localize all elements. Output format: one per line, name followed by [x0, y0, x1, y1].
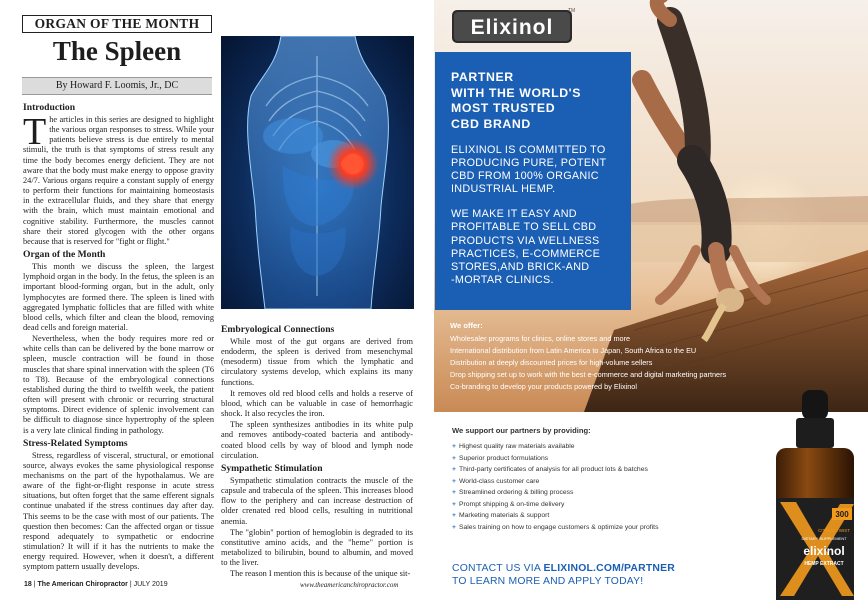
- support-item: [452, 499, 752, 511]
- support-item: [452, 522, 752, 534]
- support-item: [452, 510, 752, 522]
- support-item: [452, 464, 752, 476]
- offer-item: Co-branding to develop your products powered by Elixinol: [450, 382, 637, 391]
- embryo-paragraph-1: While most of the gut organs are derived from endoderm, the spleen is derived from mesenchymal (mesoderm) tissue from which the lymphatic and circulatory systems develop, which explains its many functions.: [221, 337, 413, 387]
- organ-paragraph-2: Nevertheless, when the body requires more red or white cells than can be delivered by the bone marrow or spleen, muscle contraction will be found in those muscles that share spinal innervation with the spleen (T6 to T8). Because of the embryological connections established during the third to twelfth week, the patient often will present with chronic or recurring structural symptoms. Direct evidence of splenic involvement can be difficult to diagnose since hypertrophy of the spleen is a very late clinical finding in pathology.: [23, 334, 214, 435]
- support-item-text: Superior product formulations: [458, 454, 549, 462]
- heading-introduction: Introduction: [23, 102, 76, 113]
- headline-panel: [435, 52, 631, 310]
- statement-line: PRACTICES, E-COMMERCE: [451, 247, 601, 260]
- headline-line: MOST TRUSTED: [451, 101, 556, 115]
- cta-prefix: CONTACT US VIA: [452, 563, 544, 574]
- byline: By Howard F. Loomis, Jr., DC: [22, 77, 212, 95]
- heading-embryological: Embryological Connections: [221, 324, 335, 335]
- plus-icon: +: [452, 500, 456, 508]
- cta-line-1: [452, 562, 675, 575]
- product-text: HEMP EXTRACT: [804, 561, 844, 567]
- call-to-action: [452, 562, 675, 588]
- symp-paragraph-3: The reason I mention this is because of the unique sit-: [230, 569, 411, 579]
- support-list: [452, 426, 752, 533]
- offer-item: Distribution at deeply discounted prices for high-volume sellers: [450, 358, 653, 367]
- support-item-text: Streamlined ordering & billing process: [458, 489, 574, 496]
- support-heading: We support our partners by providing:: [452, 426, 591, 435]
- organ-paragraph-1: This month we discuss the spleen, the largest lymphoid organ in the body. In the fetus, the spleen is an important blood-forming organ, but in the adult, only lymphocytes are formed there. The spleen is lined with aggregated lymphatic follicles that are filled with white blood cells, which filter and clean the blood, removing dead cells and foreign material.: [23, 262, 214, 332]
- symp-paragraph-1: Sympathetic stimulation contracts the muscle of the capsule and trabecula of the spleen. This increases blood flow to the periphery and can increase destruction of older crenated red blood cells, resulting in nutritional anemia.: [221, 475, 413, 526]
- yoga-photo: [434, 0, 868, 412]
- heading-organ-of-month: Organ of the Month: [23, 249, 106, 261]
- statement-line: WE MAKE IT EASY AND: [451, 208, 577, 221]
- footer-separator: |: [33, 581, 38, 588]
- support-item-text: Sales training on how to engage customers & optimize your profits: [458, 523, 659, 531]
- plus-icon: +: [452, 477, 456, 485]
- statement-line: CBD FROM 100% ORGANIC: [451, 170, 599, 183]
- support-item-text: Prompt shipping & on-time delivery: [458, 500, 565, 508]
- plus-icon: +: [452, 443, 456, 450]
- footer-separator: |: [129, 581, 134, 588]
- statement-line: PRODUCTS VIA WELLNESS: [451, 234, 600, 247]
- logo-text: Elixinol: [470, 16, 554, 39]
- support-items: [452, 441, 752, 533]
- bottle-cap: [796, 418, 834, 448]
- support-item: [452, 441, 752, 453]
- support-item-text: Highest quality raw materials available: [458, 443, 575, 450]
- offer-item: Wholesaler programs for clinics, online stores and more: [450, 334, 631, 343]
- drop-cap: T: [23, 111, 47, 153]
- statement-line: -MORTAR CLINICS.: [451, 273, 554, 286]
- statement-line: ELIXINOL IS COMMITTED TO: [451, 144, 606, 156]
- support-item-text: Marketing materials & support: [458, 512, 550, 519]
- support-item-text: World-class customer care: [458, 477, 540, 485]
- bottle-brand-text: elixinol: [803, 544, 845, 558]
- headline: [451, 70, 619, 132]
- statement-commitment: [451, 144, 619, 196]
- page-footer: [24, 581, 168, 588]
- support-item-text: Third-party certificates of analysis for all product lots & batches: [458, 466, 648, 473]
- symp-paragraph-2: The "globin" portion of hemoglobin is degraded to its constitutive amino acids, and the "heme" portion is metabolized to bilirubin, bound to albumin, and moved to the liver.: [221, 527, 413, 568]
- plus-icon: +: [452, 512, 456, 519]
- article-column-1: [23, 100, 214, 574]
- headline-line: WITH THE WORLD'S: [451, 85, 582, 100]
- stress-paragraph: Stress, regardless of visceral, structural, or emotional source, always evokes the same physiological response mechanisms on the part of the hypothalamus. We are aware of the fight-or-flight response in acute stress situations, but often forget that the same efferent signals continue unabated if the stress continues day after day. This seems to be the case with most of our patients. The question then becomes: Can the affected organ or tissue respond adequately to sympathetic or endocrine stimulation? It will if it has the nutrients to make the energy required. However, when it doesn't, a different symptom pattern usually develops.: [23, 450, 214, 572]
- article-column-2: [221, 322, 413, 580]
- plus-icon: +: [452, 454, 456, 462]
- elixinol-logo: [452, 10, 572, 43]
- issue-date: JULY 2019: [133, 581, 168, 588]
- anatomy-figure: [221, 36, 414, 309]
- trademark-mark: TM: [568, 8, 576, 14]
- embryo-paragraph-3: The spleen synthesizes antibodies in its white pulp and removes antibody-coated bacteria and antibody-coated blood cells by way of blood and lymph node circulation.: [221, 420, 413, 460]
- headline-line: PARTNER: [451, 70, 514, 84]
- magazine-name: The American Chiropractor: [37, 581, 128, 588]
- heading-stress-symptoms: Stress-Related Symptoms: [23, 437, 128, 449]
- partner-link[interactable]: ELIXINOL.COM/PARTNER: [543, 563, 675, 574]
- product-bottle-image: [770, 390, 860, 600]
- statement-easy-profitable: [451, 208, 619, 287]
- plus-icon: +: [452, 523, 456, 531]
- support-item: [452, 476, 752, 488]
- statement-line: PRODUCING PURE, POTENT: [451, 157, 607, 170]
- footer-url: www.theamericanchiropractor.com: [300, 581, 399, 589]
- plus-icon: +: [452, 489, 456, 496]
- advertisement-page: [434, 0, 868, 600]
- intro-paragraph: [23, 111, 214, 247]
- supplement-text: DIETARY SUPPLEMENT: [801, 536, 847, 541]
- statement-line: STORES,AND BRICK-AND: [451, 260, 590, 273]
- spleen-anatomy-illustration: [221, 36, 414, 309]
- offer-item: International distribution from Latin America to Japan, South Africa to the EU: [450, 346, 697, 355]
- embryo-paragraph-2: It removes old red blood cells and holds a reserve of blood, which can be valuable in case of hemorrhagic shock. It also recycles the iron.: [221, 388, 413, 419]
- section-label: ORGAN OF THE MONTH: [22, 15, 212, 33]
- strength-text: 300: [835, 510, 849, 519]
- flavor-text: CITRUS TWIST: [818, 528, 850, 533]
- offer-heading: We offer:: [450, 321, 483, 330]
- statement-line: PROFITABLE TO SELL CBD: [451, 221, 597, 234]
- page-number: 18: [24, 581, 32, 588]
- article-title: The Spleen: [52, 36, 182, 66]
- support-item: [452, 453, 752, 465]
- support-item: [452, 487, 752, 499]
- headline-line: CBD BRAND: [451, 116, 531, 131]
- offer-item: Drop shipping set up to work with the best e-commerce and digital marketing partners: [450, 370, 727, 379]
- intro-text: he articles in this series are designed to highlight the various organ responses to stress. While your patients believe stress is due entirely to mental stimuli, the truth is that symptoms of stress result any time the body becomes energy deficient. They are not aware that the body must make energy to oppose gravity 24/7. Various organs require a constant supply of energy to perform their functions for maintaining homeostasis in the extracellular fluids, and they share that energy with the brain, which must maintain emotional and cognitive stability. Furthermore, the muscles cannot share their stored glycogen with the other organs because that is reserved for "fight or flight.": [23, 115, 214, 246]
- statement-line: INDUSTRIAL HEMP.: [451, 183, 556, 196]
- heading-sympathetic: Sympathetic Stimulation: [221, 462, 323, 474]
- cta-line-2: TO LEARN MORE AND APPLY TODAY!: [452, 576, 644, 587]
- plus-icon: +: [452, 466, 456, 473]
- dropper-bulb: [802, 390, 828, 420]
